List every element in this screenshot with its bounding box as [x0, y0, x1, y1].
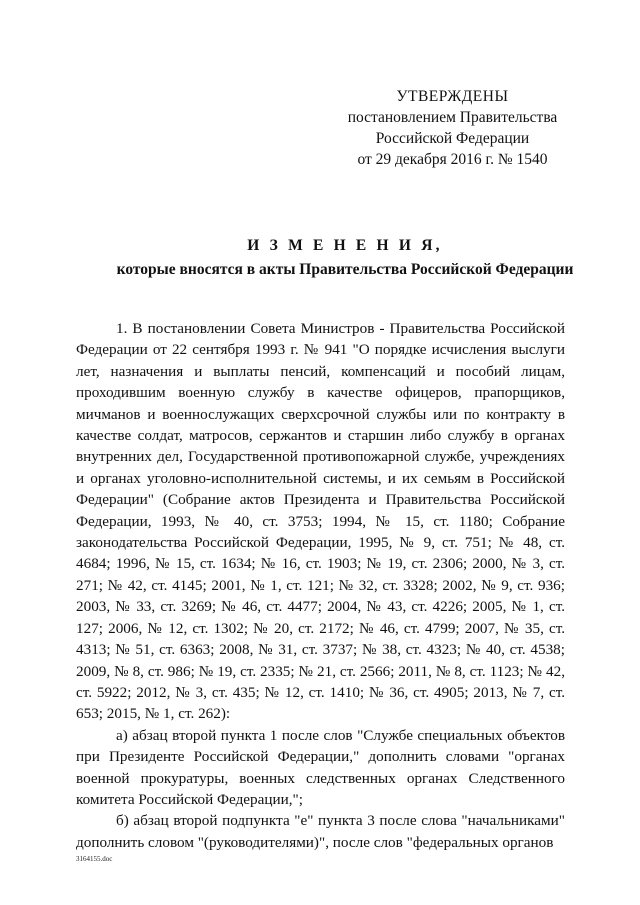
approval-heading: УТВЕРЖДЕНЫ — [396, 88, 509, 105]
approval-block — [345, 86, 560, 170]
paragraph-subitem-a: а) абзац второй пункта 1 после слов "Службе специальных объектов при Президенте Российской Федерации," дополнить словами "органах военной прокуратуры, военных следственных органах Следственного комитета Российской Федерации,"; — [76, 726, 565, 808]
paragraph-subitem-b: б) абзац второй подпункта "е" пункта 3 после слова "начальниками" дополнить словом "(руководителями)", после слов "федеральных органов — [76, 812, 565, 851]
document-title: И З М Е Н Е Н И Я, — [247, 237, 443, 254]
paragraph-item-1: 1. В постановлении Совета Министров - Правительства Российской Федерации от 22 сентября 1993 г. № 941 "О порядке исчисления выслуги лет, назначения и выплаты пенсий, компенсаций и пособий лицам, проходившим военную службу в качестве офицеров, прапорщиков, мичманов и военнослужащих сверхсрочной службы или по контракту в качестве солдат, матросов, сержантов и старшин либо службу в органах внутренних дел, Государственной противопожарной службе, учреждениях и органах уголовно-исполнительной системы, и их семьям в Российской Федерации" (Собрание актов Президента и Правительства Российской Федерации, 1993, № 40, ст. 3753; 1994, № 15, ст. 1180; Собрание законодательства Российской Федерации, 1995, № 9, ст. 751; № 48, ст. 4684; 1996, № 15, ст. 1634; № 16, ст. 1903; № 19, ст. 2306; 2000, № 3, ст. 271; № 42, ст. 4145; 2001, № 1, ст. 121; № 32, ст. 3328; 2002, № 9, ст. 936; 2003, № 33, ст. 3269; № 46, ст. 4477; 2004, № 43, ст. 4226; 2005, № 1, ст. 127; 2006, № 12, ст. 1302; № 20, ст. 2172; № 46, ст. 4799; 2007, № 35, ст. 4313; № 51, ст. 6363; 2008, № 31, ст. 3737; № 38, ст. 4323; № 40, ст. 4538; 2009, № 8, ст. 986; № 19, ст. 2335; № 21, ст. 2566; 2011, № 8, ст. 1123; № 42, ст. 5922; 2012, № 3, ст. 435; № 12, ст. 1410; № 36, ст. 4905; 2013, № 7, ст. 653; 2015, № 1, ст. 262): — [76, 320, 565, 723]
file-name-footer: 3164155.doc — [76, 855, 113, 863]
approval-line-government: Российской Федерации — [375, 130, 530, 147]
document-subtitle: которые вносятся в акты Правительства Российской Федерации — [116, 261, 574, 278]
approval-line-date-number: от 29 декабря 2016 г. № 1540 — [357, 151, 548, 168]
approval-line-resolution: постановлением Правительства — [347, 109, 558, 126]
document-body — [76, 318, 565, 853]
